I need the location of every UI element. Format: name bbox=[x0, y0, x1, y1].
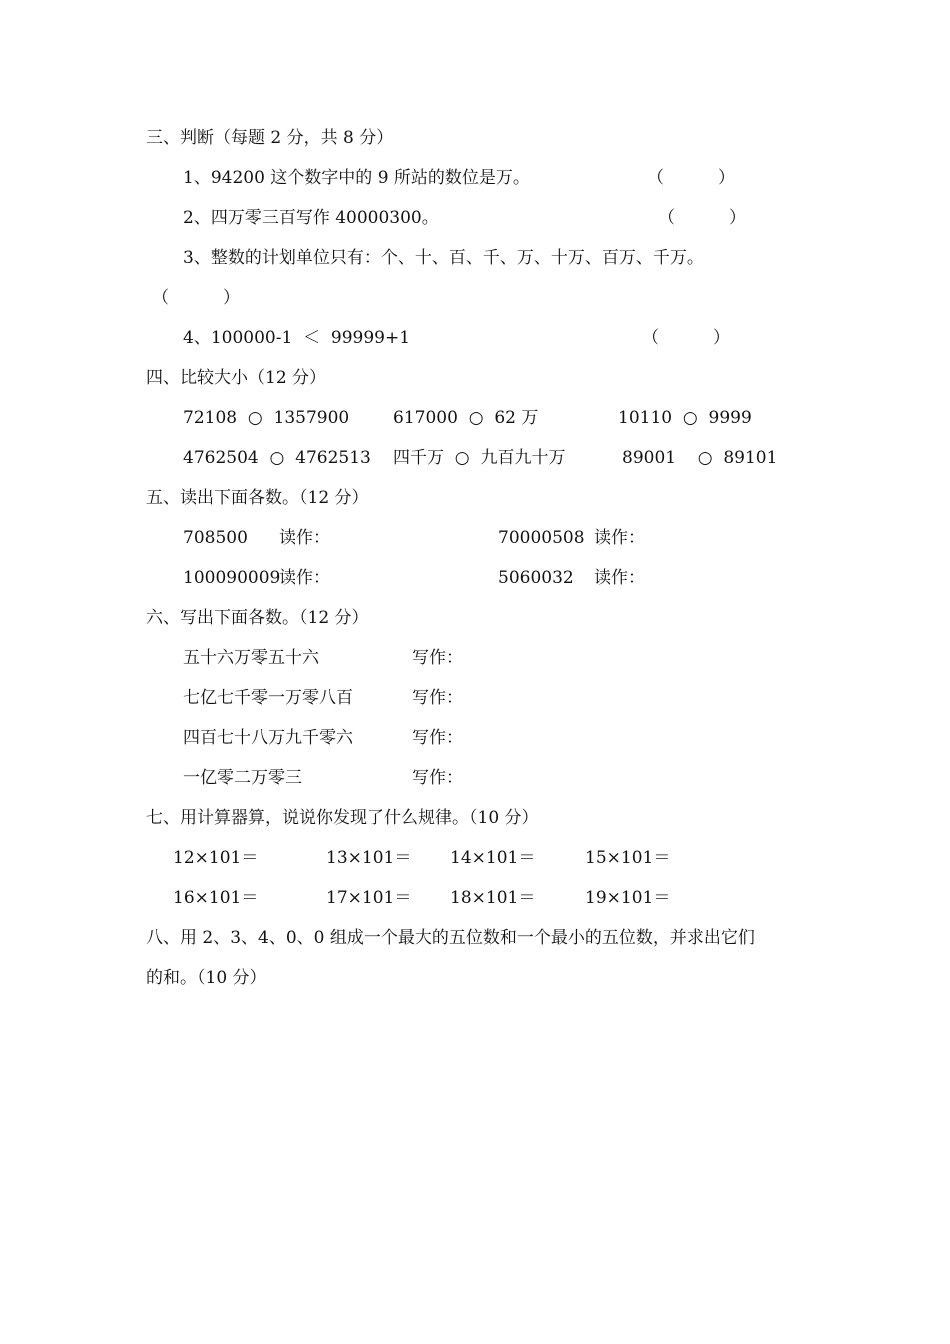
calc-item: 16×101＝ bbox=[173, 888, 259, 908]
read-number: 100090009 bbox=[183, 568, 281, 588]
section-4-title: 四、比较大小（12 分） bbox=[146, 368, 327, 388]
answer-blank-1: （ ） bbox=[647, 168, 736, 188]
section-3-title: 三、判断（每题 2 分，共 8 分） bbox=[146, 128, 394, 148]
compare-item: 89001 ○ 89101 bbox=[622, 448, 778, 468]
calc-item: 12×101＝ bbox=[173, 848, 259, 868]
write-text: 一亿零二万零三 bbox=[183, 768, 302, 788]
read-label: 读作： bbox=[279, 528, 330, 548]
write-label: 写作： bbox=[412, 768, 463, 788]
compare-item: 72108 ○ 1357900 bbox=[183, 408, 350, 428]
read-number: 708500 bbox=[183, 528, 248, 548]
calc-item: 14×101＝ bbox=[450, 848, 536, 868]
write-text: 五十六万零五十六 bbox=[183, 648, 319, 668]
answer-blank-3: （ ） bbox=[152, 288, 241, 308]
judge-item-4: 4、100000-1 ＜ 99999+1 bbox=[183, 328, 411, 348]
read-label: 读作： bbox=[279, 568, 330, 588]
compare-item: 四千万 ○ 九百九十万 bbox=[393, 448, 566, 468]
calc-item: 15×101＝ bbox=[585, 848, 671, 868]
section-5-title: 五、读出下面各数。（12 分） bbox=[146, 488, 369, 508]
write-label: 写作： bbox=[412, 728, 463, 748]
answer-blank-2: （ ） bbox=[658, 208, 747, 228]
calc-item: 19×101＝ bbox=[585, 888, 671, 908]
section-6-title: 六、写出下面各数。（12 分） bbox=[146, 608, 369, 628]
answer-blank-4: （ ） bbox=[642, 328, 731, 348]
calc-item: 18×101＝ bbox=[450, 888, 536, 908]
calc-item: 17×101＝ bbox=[326, 888, 412, 908]
compare-item: 4762504 ○ 4762513 bbox=[183, 448, 371, 468]
judge-item-1: 1、94200 这个数字中的 9 所站的数位是万。 bbox=[183, 168, 530, 188]
write-label: 写作： bbox=[412, 648, 463, 668]
section-8-line-1: 八、用 2、3、4、0、0 组成一个最大的五位数和一个最小的五位数，并求出它们 bbox=[146, 928, 755, 948]
judge-item-3: 3、整数的计划单位只有：个、十、百、千、万、十万、百万、千万。 bbox=[183, 248, 704, 268]
read-label: 读作： bbox=[594, 528, 645, 548]
write-text: 四百七十八万九千零六 bbox=[183, 728, 353, 748]
compare-item: 10110 ○ 9999 bbox=[618, 408, 752, 428]
section-7-title: 七、用计算器算，说说你发现了什么规律。（10 分） bbox=[146, 808, 539, 828]
read-number: 5060032 bbox=[498, 568, 574, 588]
section-8-line-2: 的和。（10 分） bbox=[146, 968, 267, 988]
write-label: 写作： bbox=[412, 688, 463, 708]
compare-item: 617000 ○ 62 万 bbox=[393, 408, 539, 428]
read-label: 读作： bbox=[594, 568, 645, 588]
write-text: 七亿七千零一万零八百 bbox=[183, 688, 353, 708]
read-number: 70000508 bbox=[498, 528, 585, 548]
judge-item-2: 2、四万零三百写作 40000300。 bbox=[183, 208, 439, 228]
calc-item: 13×101＝ bbox=[326, 848, 412, 868]
